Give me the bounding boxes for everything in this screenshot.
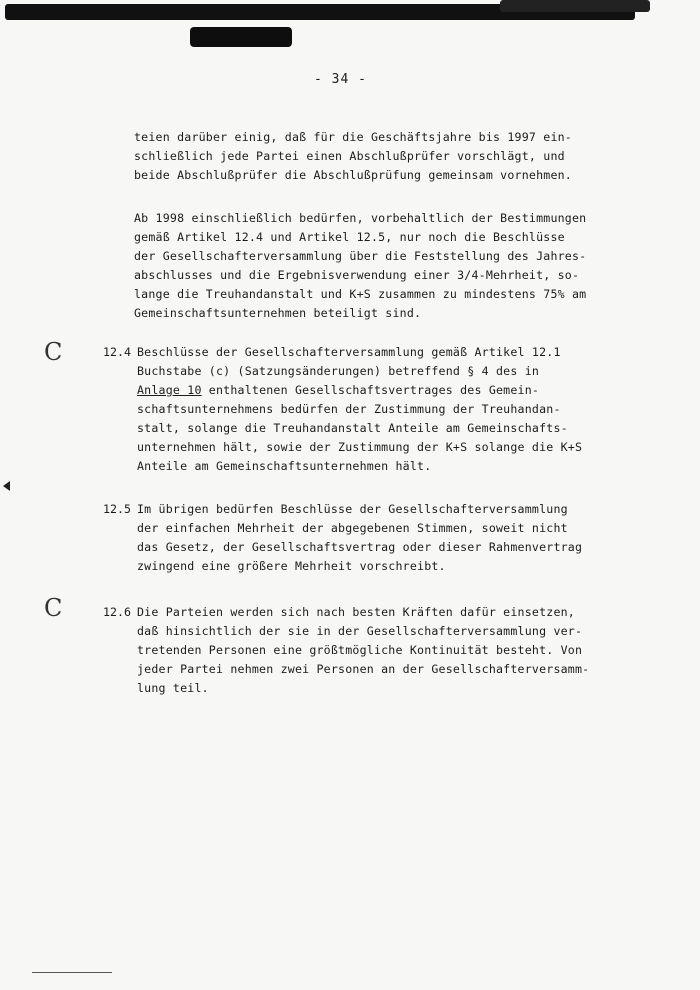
text-line: gemäß Artikel 12.4 und Artikel 12.5, nur noch die Beschlüsse [134, 230, 565, 244]
text-line: zwingend eine größere Mehrheit vorschreibt. [137, 559, 446, 573]
item-number-12-6: 12.6 [103, 605, 131, 619]
item-12-6-text [137, 603, 589, 698]
text-line: daß hinsichtlich der sie in der Gesellschafterversammlung ver- [137, 624, 583, 638]
redaction-block [190, 27, 292, 47]
text-line: jeder Partei nehmen zwei Personen an der Gesellschafterversamm- [137, 662, 590, 676]
text-line: der einfachen Mehrheit der abgegebenen Stimmen, soweit nicht [137, 521, 568, 535]
scan-edge-bar-right [500, 0, 650, 12]
item-number-12-5: 12.5 [103, 502, 131, 516]
text-line: schaftsunternehmens bedürfen der Zustimmung der Treuhandan- [137, 402, 561, 416]
margin-arrow-mark [3, 481, 10, 491]
text-line: lange die Treuhandanstalt und K+S zusammen zu mindestens 75% am [134, 287, 587, 301]
scan-edge-line [32, 972, 112, 973]
text-line: teien darüber einig, daß für die Geschäftsjahre bis 1997 ein- [134, 130, 572, 144]
text-line: Ab 1998 einschließlich bedürfen, vorbehaltlich der Bestimmungen [134, 211, 587, 225]
text-line: lung teil. [137, 681, 209, 695]
text-line: Buchstabe (c) (Satzungsänderungen) betreffend § 4 des in [137, 364, 540, 378]
page-number: - 34 - [314, 72, 367, 87]
margin-handwritten-mark: C [44, 338, 63, 366]
text-line: Die Parteien werden sich nach besten Kräften dafür einsetzen, [137, 605, 575, 619]
annex-reference: Anlage 10 [137, 383, 202, 397]
text-line: Anteile am Gemeinschaftsunternehmen hält. [137, 459, 432, 473]
item-12-4-text [137, 343, 582, 476]
text-line: der Gesellschafterversammlung über die Feststellung des Jahres- [134, 249, 587, 263]
text-line: stalt, solange die Treuhandanstalt Anteile am Gemeinschafts- [137, 421, 568, 435]
text-line [137, 381, 582, 400]
text-line: tretenden Personen eine größtmögliche Kontinuität besteht. Von [137, 643, 583, 657]
text-line: beide Abschlußprüfer die Abschlußprüfung gemeinsam vornehmen. [134, 168, 572, 182]
item-12-5-text [137, 500, 582, 576]
intro-paragraph [134, 128, 572, 185]
text-line: schließlich jede Partei einen Abschlußprüfer vorschlägt, und [134, 149, 565, 163]
text-line: abschlusses und die Ergebnisverwendung einer 3/4-Mehrheit, so- [134, 268, 580, 282]
paragraph-1998 [134, 209, 586, 323]
text-fragment: enthaltenen Gesellschaftsvertrages des Gemein- [201, 383, 540, 397]
text-line: das Gesetz, der Gesellschaftsvertrag oder dieser Rahmenvertrag [137, 540, 583, 554]
margin-handwritten-mark: C [44, 594, 63, 622]
text-line: Im übrigen bedürfen Beschlüsse der Gesellschafterversammlung [137, 502, 568, 516]
text-line: unternehmen hält, sowie der Zustimmung der K+S solange die K+S [137, 440, 583, 454]
text-line: Gemeinschaftsunternehmen beteiligt sind. [134, 306, 422, 320]
item-number-12-4: 12.4 [103, 345, 131, 359]
text-line: Beschlüsse der Gesellschafterversammlung gemäß Artikel 12.1 [137, 345, 561, 359]
